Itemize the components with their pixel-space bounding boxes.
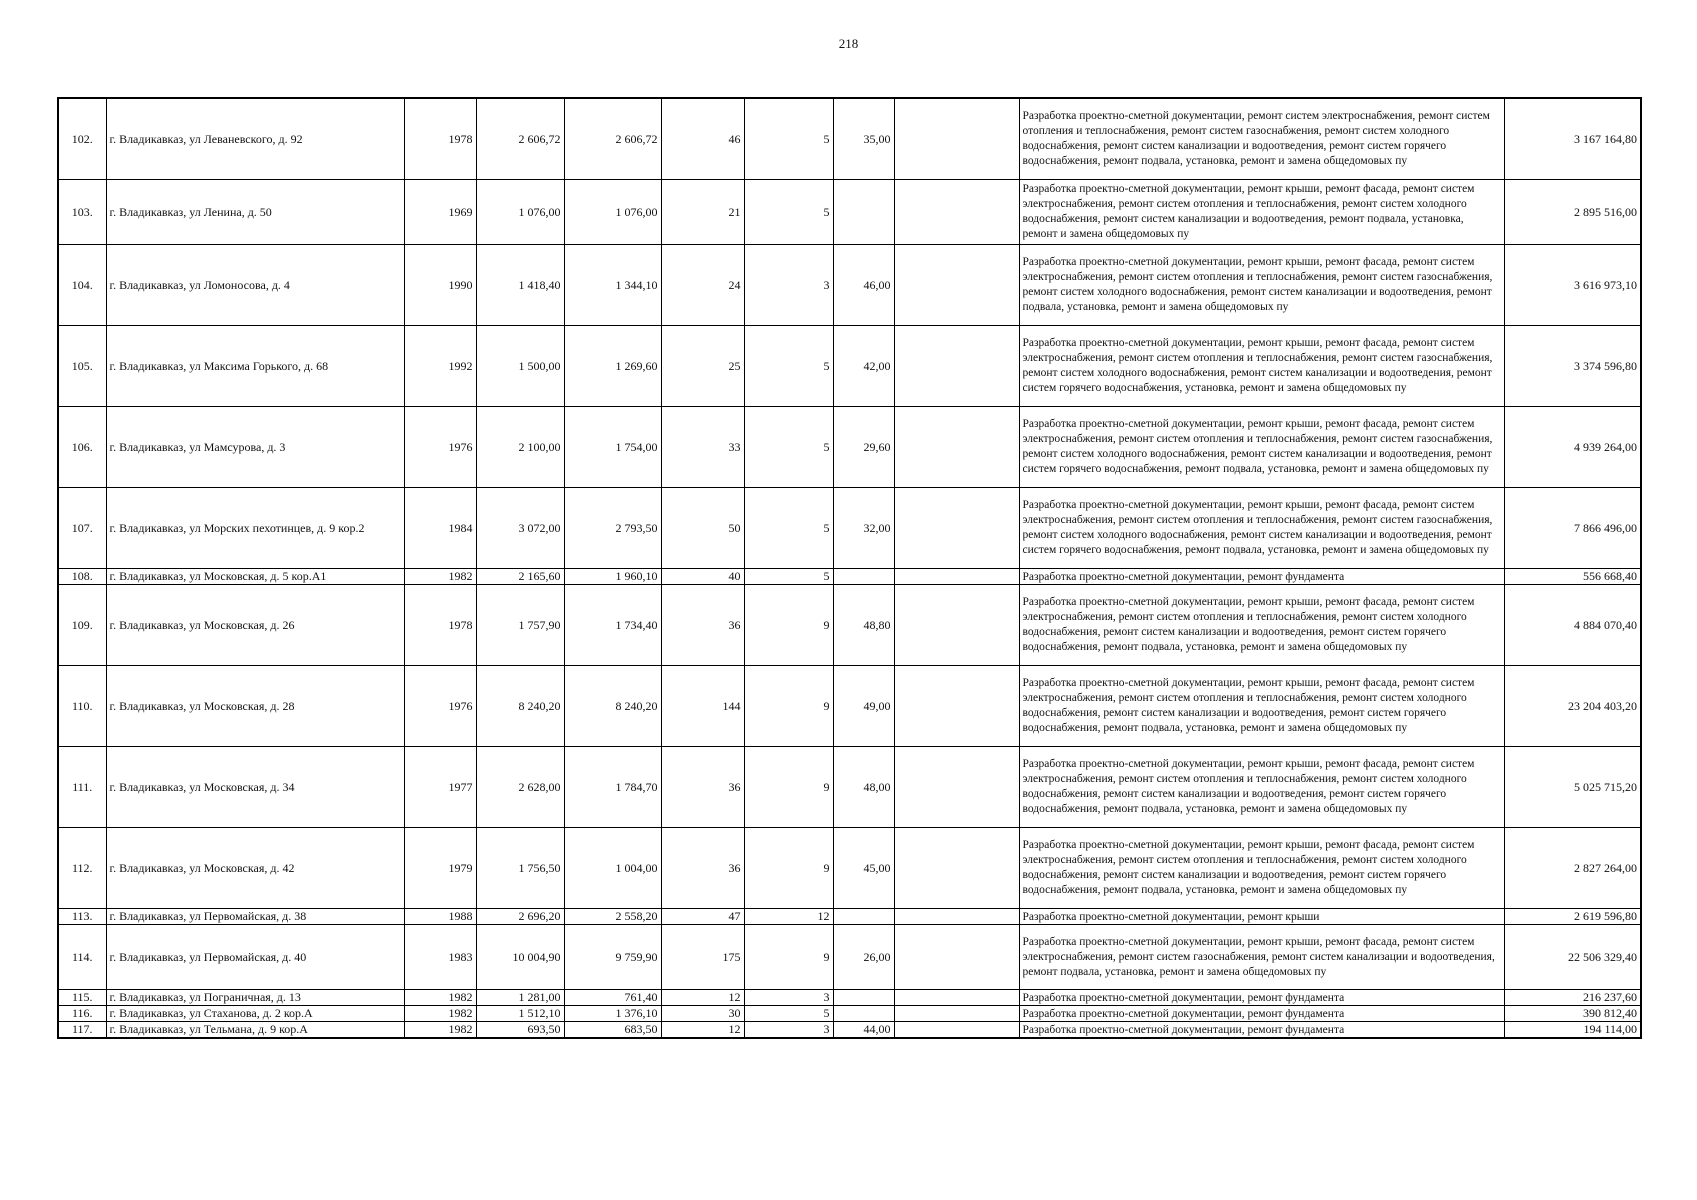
living-area-cell: 8 240,20 [564, 666, 661, 747]
works-text: Разработка проектно-сметной документации, ремонт крыши, ремонт фасада, ремонт систем электроснабжения, ремонт систем отопления и теплоснабжения, ремонт систем холодного водоснабжения, ремонт систем канализации и водоотведения, ремонт систем горячего водоснабжения, ремонт подвала, установка, ремонт и замена общедомовых пу [1022, 839, 1475, 896]
residents-cell: 36 [661, 585, 744, 666]
table-row [58, 585, 1641, 666]
cost-cell: 7 866 496,00 [1504, 488, 1641, 569]
empty-cell [894, 828, 1019, 909]
living-area-cell: 1 004,00 [564, 828, 661, 909]
cost-cell: 2 895 516,00 [1504, 180, 1641, 245]
table-row [58, 990, 1641, 1006]
floors-cell: 5 [744, 1006, 833, 1022]
row-number-cell: 115. [58, 990, 106, 1006]
table-row [58, 747, 1641, 828]
address-cell: г. Владикавказ, ул Пограничная, д. 13 [106, 990, 404, 1006]
floors-cell: 5 [744, 569, 833, 585]
living-area-cell: 761,40 [564, 990, 661, 1006]
address-cell: г. Владикавказ, ул Ломоносова, д. 4 [106, 245, 404, 326]
cost-cell: 3 616 973,10 [1504, 245, 1641, 326]
total-area-cell: 10 004,90 [476, 925, 564, 990]
floors-cell: 3 [744, 245, 833, 326]
works-text: Разработка проектно-сметной документации, ремонт крыши [1022, 910, 1320, 923]
residents-cell: 50 [661, 488, 744, 569]
row-number-cell: 108. [58, 569, 106, 585]
housing-repair-table [57, 97, 1642, 1039]
living-area-cell: 1 344,10 [564, 245, 661, 326]
wear-cell: 32,00 [833, 488, 894, 569]
living-area-cell: 2 793,50 [564, 488, 661, 569]
year-cell: 1982 [404, 1022, 476, 1039]
wear-cell: 45,00 [833, 828, 894, 909]
address-cell: г. Владикавказ, ул Московская, д. 26 [106, 585, 404, 666]
wear-cell: 35,00 [833, 98, 894, 180]
year-cell: 1976 [404, 407, 476, 488]
address-cell: г. Владикавказ, ул Первомайская, д. 38 [106, 909, 404, 925]
living-area-cell: 1 960,10 [564, 569, 661, 585]
year-cell: 1982 [404, 990, 476, 1006]
address-cell: г. Владикавказ, ул Морских пехотинцев, д. 9 кор.2 [106, 488, 404, 569]
row-number-cell: 117. [58, 1022, 106, 1039]
works-text: Разработка проектно-сметной документации, ремонт крыши, ремонт фасада, ремонт систем электроснабжения, ремонт систем отопления и теплоснабжения, ремонт систем холодного водоснабжения, ремонт систем канализации и водоотведения, ремонт систем горячего водоснабжения, ремонт подвала, установка, ремонт и замена общедомовых пу [1022, 677, 1475, 734]
floors-cell: 5 [744, 407, 833, 488]
address-cell: г. Владикавказ, ул Стаханова, д. 2 кор.А [106, 1006, 404, 1022]
table-row [58, 909, 1641, 925]
empty-cell [894, 1022, 1019, 1039]
row-number-cell: 114. [58, 925, 106, 990]
works-cell [1019, 909, 1504, 925]
wear-cell [833, 909, 894, 925]
works-text: Разработка проектно-сметной документации, ремонт крыши, ремонт фасада, ремонт систем электроснабжения, ремонт систем отопления и теплоснабжения, ремонт систем газоснабжения, ремонт систем холодного водоснабжения, ремонт систем канализации и водоотведения, ремонт подвала, установка, ремонт и замена общедомовых пу [1022, 256, 1493, 313]
table-row [58, 488, 1641, 569]
total-area-cell: 693,50 [476, 1022, 564, 1039]
floors-cell: 5 [744, 98, 833, 180]
row-number-cell: 105. [58, 326, 106, 407]
residents-cell: 33 [661, 407, 744, 488]
empty-cell [894, 1006, 1019, 1022]
table-row [58, 569, 1641, 585]
row-number-cell: 107. [58, 488, 106, 569]
empty-cell [894, 666, 1019, 747]
total-area-cell: 2 696,20 [476, 909, 564, 925]
year-cell: 1988 [404, 909, 476, 925]
floors-cell: 5 [744, 488, 833, 569]
living-area-cell: 1 784,70 [564, 747, 661, 828]
table-row [58, 925, 1641, 990]
address-cell: г. Владикавказ, ул Первомайская, д. 40 [106, 925, 404, 990]
total-area-cell: 1 500,00 [476, 326, 564, 407]
works-cell [1019, 488, 1504, 569]
total-area-cell: 1 418,40 [476, 245, 564, 326]
residents-cell: 30 [661, 1006, 744, 1022]
total-area-cell: 8 240,20 [476, 666, 564, 747]
residents-cell: 25 [661, 326, 744, 407]
row-number-cell: 111. [58, 747, 106, 828]
living-area-cell: 2 558,20 [564, 909, 661, 925]
living-area-cell: 1 754,00 [564, 407, 661, 488]
living-area-cell: 1 269,60 [564, 326, 661, 407]
address-cell: г. Владикавказ, ул Мамсурова, д. 3 [106, 407, 404, 488]
works-cell [1019, 1006, 1504, 1022]
total-area-cell: 1 281,00 [476, 990, 564, 1006]
empty-cell [894, 180, 1019, 245]
year-cell: 1990 [404, 245, 476, 326]
works-text: Разработка проектно-сметной документации, ремонт крыши, ремонт фасада, ремонт систем электроснабжения, ремонт систем отопления и теплоснабжения, ремонт систем газоснабжения, ремонт систем холодного водоснабжения, ремонт систем канализации и водоотведения, ремонт систем горячего водоснабжения, установка, ремонт и замена общедомовых пу [1022, 337, 1493, 394]
works-text: Разработка проектно-сметной документации, ремонт крыши, ремонт фасада, ремонт систем электроснабжения, ремонт систем отопления и теплоснабжения, ремонт систем холодного водоснабжения, ремонт систем канализации и водоотведения, ремонт систем горячего водоснабжения, ремонт подвала, установка, ремонт и замена общедомовых пу [1022, 758, 1475, 815]
total-area-cell: 2 606,72 [476, 98, 564, 180]
total-area-cell: 1 076,00 [476, 180, 564, 245]
residents-cell: 144 [661, 666, 744, 747]
works-cell [1019, 925, 1504, 990]
works-cell [1019, 245, 1504, 326]
row-number-cell: 112. [58, 828, 106, 909]
residents-cell: 21 [661, 180, 744, 245]
table-row [58, 828, 1641, 909]
total-area-cell: 2 165,60 [476, 569, 564, 585]
wear-cell: 49,00 [833, 666, 894, 747]
year-cell: 1982 [404, 569, 476, 585]
wear-cell [833, 569, 894, 585]
cost-cell: 390 812,40 [1504, 1006, 1641, 1022]
row-number-cell: 106. [58, 407, 106, 488]
floors-cell: 3 [744, 990, 833, 1006]
empty-cell [894, 326, 1019, 407]
wear-cell: 26,00 [833, 925, 894, 990]
residents-cell: 12 [661, 1022, 744, 1039]
living-area-cell: 1 376,10 [564, 1006, 661, 1022]
works-text: Разработка проектно-сметной документации, ремонт крыши, ремонт фасада, ремонт систем электроснабжения, ремонт систем отопления и теплоснабжения, ремонт систем холодного водоснабжения, ремонт систем канализации и водоотведения, ремонт подвала, установка, ремонт и замена общедомовых пу [1022, 183, 1475, 240]
works-text: Разработка проектно-сметной документации, ремонт крыши, ремонт фасада, ремонт систем электроснабжения, ремонт систем отопления и теплоснабжения, ремонт систем газоснабжения, ремонт систем холодного водоснабжения, ремонт систем канализации и водоотведения, ремонт систем горячего водоснабжения, ремонт подвала, установка, ремонт и замена общедомовых пу [1022, 499, 1493, 556]
row-number-cell: 113. [58, 909, 106, 925]
empty-cell [894, 407, 1019, 488]
address-cell: г. Владикавказ, ул Леваневского, д. 92 [106, 98, 404, 180]
floors-cell: 9 [744, 828, 833, 909]
total-area-cell: 1 512,10 [476, 1006, 564, 1022]
year-cell: 1977 [404, 747, 476, 828]
works-cell [1019, 180, 1504, 245]
empty-cell [894, 585, 1019, 666]
floors-cell: 3 [744, 1022, 833, 1039]
year-cell: 1976 [404, 666, 476, 747]
cost-cell: 2 827 264,00 [1504, 828, 1641, 909]
living-area-cell: 9 759,90 [564, 925, 661, 990]
works-cell [1019, 1022, 1504, 1039]
row-number-cell: 102. [58, 98, 106, 180]
total-area-cell: 3 072,00 [476, 488, 564, 569]
works-text: Разработка проектно-сметной документации, ремонт фундамента [1022, 570, 1345, 583]
cost-cell: 194 114,00 [1504, 1022, 1641, 1039]
cost-cell: 4 939 264,00 [1504, 407, 1641, 488]
works-text: Разработка проектно-сметной документации, ремонт фундамента [1022, 1023, 1345, 1036]
works-text: Разработка проектно-сметной документации, ремонт систем электроснабжения, ремонт систем отопления и теплоснабжения, ремонт систем газоснабжения, ремонт систем холодного водоснабжения, ремонт систем канализации и водоотведения, ремонт систем горячего водоснабжения, ремонт подвала, установка, ремонт и замена общедомовых пу [1022, 110, 1490, 167]
residents-cell: 40 [661, 569, 744, 585]
residents-cell: 47 [661, 909, 744, 925]
empty-cell [894, 569, 1019, 585]
year-cell: 1979 [404, 828, 476, 909]
table-row [58, 98, 1641, 180]
total-area-cell: 1 757,90 [476, 585, 564, 666]
works-cell [1019, 747, 1504, 828]
empty-cell [894, 747, 1019, 828]
cost-cell: 216 237,60 [1504, 990, 1641, 1006]
year-cell: 1978 [404, 98, 476, 180]
address-cell: г. Владикавказ, ул Московская, д. 42 [106, 828, 404, 909]
year-cell: 1978 [404, 585, 476, 666]
cost-cell: 556 668,40 [1504, 569, 1641, 585]
table-row [58, 1022, 1641, 1039]
residents-cell: 46 [661, 98, 744, 180]
empty-cell [894, 925, 1019, 990]
floors-cell: 5 [744, 326, 833, 407]
floors-cell: 9 [744, 925, 833, 990]
cost-cell: 3 167 164,80 [1504, 98, 1641, 180]
cost-cell: 4 884 070,40 [1504, 585, 1641, 666]
table-row [58, 326, 1641, 407]
empty-cell [894, 990, 1019, 1006]
works-cell [1019, 407, 1504, 488]
living-area-cell: 1 076,00 [564, 180, 661, 245]
cost-cell: 5 025 715,20 [1504, 747, 1641, 828]
total-area-cell: 2 628,00 [476, 747, 564, 828]
wear-cell [833, 1006, 894, 1022]
address-cell: г. Владикавказ, ул Московская, д. 5 кор.А1 [106, 569, 404, 585]
empty-cell [894, 98, 1019, 180]
works-text: Разработка проектно-сметной документации, ремонт крыши, ремонт фасада, ремонт систем электроснабжения, ремонт систем отопления и теплоснабжения, ремонт систем газоснабжения, ремонт систем холодного водоснабжения, ремонт систем канализации и водоотведения, ремонт систем горячего водоснабжения, ремонт подвала, установка, ремонт и замена общедомовых пу [1022, 418, 1493, 475]
living-area-cell: 683,50 [564, 1022, 661, 1039]
table-row [58, 180, 1641, 245]
table-row [58, 1006, 1641, 1022]
table-row [58, 666, 1641, 747]
empty-cell [894, 245, 1019, 326]
wear-cell: 46,00 [833, 245, 894, 326]
address-cell: г. Владикавказ, ул Ленина, д. 50 [106, 180, 404, 245]
living-area-cell: 2 606,72 [564, 98, 661, 180]
floors-cell: 5 [744, 180, 833, 245]
empty-cell [894, 909, 1019, 925]
residents-cell: 24 [661, 245, 744, 326]
wear-cell [833, 990, 894, 1006]
cost-cell: 3 374 596,80 [1504, 326, 1641, 407]
row-number-cell: 109. [58, 585, 106, 666]
works-cell [1019, 585, 1504, 666]
year-cell: 1983 [404, 925, 476, 990]
address-cell: г. Владикавказ, ул Тельмана, д. 9 кор.А [106, 1022, 404, 1039]
address-cell: г. Владикавказ, ул Московская, д. 34 [106, 747, 404, 828]
total-area-cell: 1 756,50 [476, 828, 564, 909]
table-row [58, 407, 1641, 488]
works-cell [1019, 666, 1504, 747]
year-cell: 1992 [404, 326, 476, 407]
works-cell [1019, 828, 1504, 909]
wear-cell [833, 180, 894, 245]
year-cell: 1982 [404, 1006, 476, 1022]
empty-cell [894, 488, 1019, 569]
row-number-cell: 110. [58, 666, 106, 747]
floors-cell: 9 [744, 666, 833, 747]
wear-cell: 29,60 [833, 407, 894, 488]
works-cell [1019, 326, 1504, 407]
wear-cell: 48,80 [833, 585, 894, 666]
row-number-cell: 103. [58, 180, 106, 245]
works-cell [1019, 990, 1504, 1006]
floors-cell: 9 [744, 747, 833, 828]
cost-cell: 2 619 596,80 [1504, 909, 1641, 925]
wear-cell: 42,00 [833, 326, 894, 407]
row-number-cell: 116. [58, 1006, 106, 1022]
floors-cell: 9 [744, 585, 833, 666]
cost-cell: 23 204 403,20 [1504, 666, 1641, 747]
works-cell [1019, 98, 1504, 180]
works-cell [1019, 569, 1504, 585]
residents-cell: 175 [661, 925, 744, 990]
year-cell: 1984 [404, 488, 476, 569]
floors-cell: 12 [744, 909, 833, 925]
living-area-cell: 1 734,40 [564, 585, 661, 666]
total-area-cell: 2 100,00 [476, 407, 564, 488]
year-cell: 1969 [404, 180, 476, 245]
wear-cell: 44,00 [833, 1022, 894, 1039]
row-number-cell: 104. [58, 245, 106, 326]
table-row [58, 245, 1641, 326]
wear-cell: 48,00 [833, 747, 894, 828]
cost-cell: 22 506 329,40 [1504, 925, 1641, 990]
residents-cell: 36 [661, 828, 744, 909]
residents-cell: 36 [661, 747, 744, 828]
page-number: 218 [838, 36, 859, 51]
works-text: Разработка проектно-сметной документации, ремонт фундамента [1022, 991, 1345, 1004]
address-cell: г. Владикавказ, ул Московская, д. 28 [106, 666, 404, 747]
works-text: Разработка проектно-сметной документации, ремонт крыши, ремонт фасада, ремонт систем электроснабжения, ремонт систем газоснабжения, ремонт систем канализации и водоотведения, ремонт подвала, установка, ремонт и замена общедомовых пу [1022, 935, 1495, 978]
works-text: Разработка проектно-сметной документации, ремонт фундамента [1022, 1007, 1345, 1020]
works-text: Разработка проектно-сметной документации, ремонт крыши, ремонт фасада, ремонт систем электроснабжения, ремонт систем отопления и теплоснабжения, ремонт систем холодного водоснабжения, ремонт систем канализации и водоотведения, ремонт систем горячего водоснабжения, ремонт подвала, установка, ремонт и замена общедомовых пу [1022, 596, 1475, 653]
address-cell: г. Владикавказ, ул Максима Горького, д. 68 [106, 326, 404, 407]
residents-cell: 12 [661, 990, 744, 1006]
